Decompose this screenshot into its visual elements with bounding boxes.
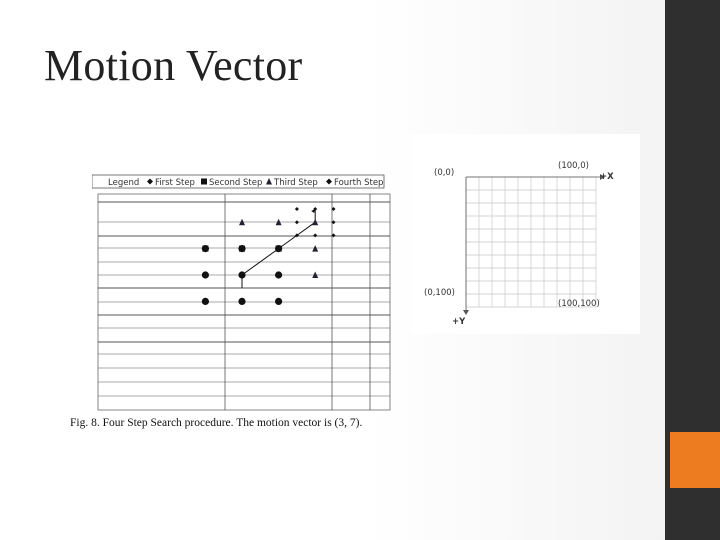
label-origin: (0,0) [434,168,455,178]
legend-entry-label: First Step [155,178,195,188]
legend-marker-2 [201,179,207,185]
label-x-axis: +X [600,172,614,182]
label-bottom-left: (0,100) [424,288,455,298]
label-top-right: (100,0) [558,161,589,171]
coordinate-grid-svg [412,134,640,334]
legend-entry-label: Third Step [274,178,318,188]
four-step-search-svg [92,170,392,415]
first-step-point [238,271,245,278]
label-y-axis: +Y [452,317,466,327]
second-step-point [276,246,282,252]
legend-entry-label: Second Step [209,178,263,188]
legend-entry-label: Fourth Step [334,178,384,188]
orange-accent-block [670,432,720,488]
figure-caption: Fig. 8. Four Step Search procedure. The motion vector is (3, 7). [70,417,363,429]
label-bottom-right: (100,100) [558,299,600,309]
four-step-search-figure [92,170,392,420]
coordinate-gridlines [466,177,596,307]
legend-label: Legend [108,178,140,188]
first-step-point [202,271,209,278]
slide-title: Motion Vector [44,41,303,90]
y-axis-arrow [463,310,469,315]
first-step-point [202,298,209,305]
coordinate-grid-figure [412,134,640,334]
first-step-point [238,298,245,305]
first-step-point [275,298,282,305]
second-step-point [239,246,245,252]
first-step-point [275,271,282,278]
second-step-point [202,246,208,252]
